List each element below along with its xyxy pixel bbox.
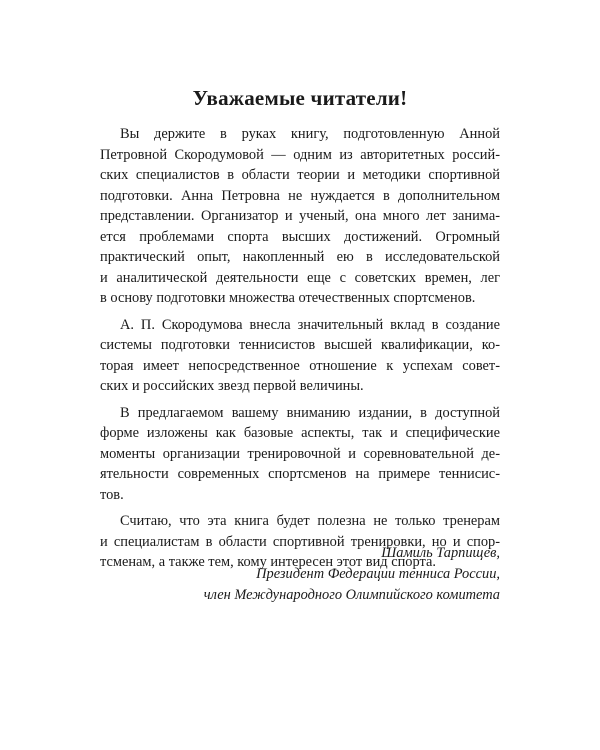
text-line: В предлагаемом вашему вниманию издании, в доступной (120, 404, 500, 421)
foreword-body (100, 124, 500, 579)
text-line: ется проблемами спорта высших достижений. Огромный (100, 228, 500, 245)
text-line: представлении. Организатор и ученый, она много лет занима- (100, 208, 500, 224)
paragraph-1 (100, 124, 500, 309)
text-line: подготовки. Анна Петровна не нуждается в дополнительном (100, 187, 500, 204)
signature-membership: член Международного Олимпийского комитета (203, 587, 500, 603)
text-line: системы подготовки теннисистов высшей квалификации, ко- (100, 337, 500, 353)
text-line: и специалистам в области спортивной тренировки, но и спор- (100, 533, 500, 550)
page-title: Уважаемые читатели! (192, 86, 408, 110)
text-line: тсменам, а также тем, кому интересен этот вид спорта. (100, 554, 436, 570)
text-line: Считаю, что эта книга будет полезна не только тренерам (120, 513, 500, 529)
paragraph-2 (100, 315, 500, 397)
text-line: ятельности современных спортсменов на примере теннисис- (100, 466, 500, 482)
signature-block (204, 543, 500, 606)
text-line: форме изложены как базовые аспекты, так и специфические (100, 425, 500, 441)
text-line: ских и российских звезд первой величины. (100, 378, 364, 394)
signature-position: Президент Федерации тенниса России, (256, 566, 500, 582)
text-line: Вы держите в руках книгу, подготовленную Анной (120, 126, 500, 142)
text-line: моменты организации тренировочной и соревновательной де- (100, 445, 500, 462)
text-line: А. П. Скородумова внесла значительный вклад в создание (120, 316, 500, 333)
text-line: в основу подготовки множества отечественных спортсменов. (100, 290, 476, 306)
paragraph-3 (100, 403, 500, 506)
text-line: тов. (100, 486, 124, 503)
text-line: практический опыт, накопленный ею в исследовательской (100, 249, 500, 265)
text-line: ских специалистов в области теории и методики спортивной (100, 167, 500, 183)
text-line: и аналитической деятельности еще с советских времен, лег (100, 269, 500, 286)
text-line: торая имеет непосредственное отношение к успехам совет- (100, 357, 500, 374)
text-line: Петровной Скородумовой — одним из авторитетных россий- (100, 146, 500, 163)
signature-name: Шамиль Тарпищев, (381, 545, 500, 561)
